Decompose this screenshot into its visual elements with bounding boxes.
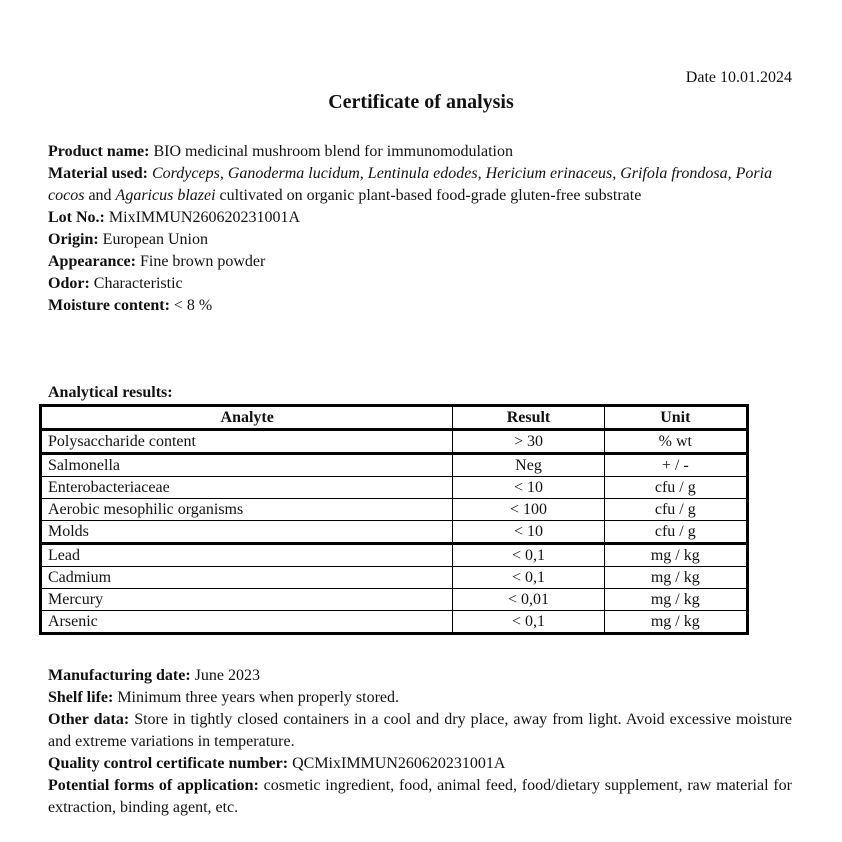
unit-cell: mg / kg (604, 611, 747, 634)
analyte-cell: Arsenic (41, 611, 453, 634)
appearance-line (48, 251, 792, 273)
material-and: and (88, 187, 112, 204)
table-row (41, 430, 748, 454)
material-species-list: Cordyceps, Ganoderma lucidum, Lentinula edodes, Hericium erinaceus, Grifola frondosa, Poria cocos (48, 165, 773, 204)
column-header-unit: Unit (604, 406, 747, 430)
analyte-cell: Lead (41, 544, 453, 567)
product-info-section (48, 141, 792, 317)
other-data-label: Other data: (48, 711, 130, 728)
qc-certificate-label: Quality control certificate number: (48, 755, 289, 772)
shelf-life-label: Shelf life: (48, 689, 114, 706)
analyte-cell: Mercury (41, 589, 453, 611)
odor-value: Characteristic (93, 275, 183, 292)
origin-line (48, 229, 792, 251)
result-cell: < 10 (453, 521, 604, 544)
result-cell: < 0,1 (453, 544, 604, 567)
table-row (41, 499, 748, 521)
analyte-cell: Enterobacteriaceae (41, 477, 453, 499)
document-date: Date 10.01.2024 (685, 69, 792, 86)
unit-cell: + / - (604, 454, 747, 477)
table-row (41, 477, 748, 499)
result-cell: > 30 (453, 430, 604, 454)
unit-cell: % wt (604, 430, 747, 454)
manufacturing-date-line (48, 665, 792, 687)
analyte-cell: Cadmium (41, 567, 453, 589)
appearance-label: Appearance: (48, 253, 136, 270)
analytical-results-heading: Analytical results: (48, 384, 173, 401)
result-cell: < 0,1 (453, 611, 604, 634)
result-cell: Neg (453, 454, 604, 477)
other-data-line (48, 709, 792, 753)
manufacturing-date-label: Manufacturing date: (48, 667, 191, 684)
origin-value: European Union (102, 231, 208, 248)
other-data-value: Store in tightly closed containers in a cool and dry place, away from light. Avoid excessive moisture and extreme variations in temperature. (48, 711, 792, 750)
product-name-value: BIO medicinal mushroom blend for immunomodulation (153, 143, 513, 160)
unit-cell: cfu / g (604, 477, 747, 499)
unit-cell: cfu / g (604, 499, 747, 521)
table-row (41, 521, 748, 544)
material-rest: cultivated on organic plant-based food-grade gluten-free substrate (219, 187, 642, 204)
table-row (41, 454, 748, 477)
additional-info-section (48, 665, 792, 819)
table-row (41, 567, 748, 589)
result-cell: < 0,1 (453, 567, 604, 589)
table-row (41, 589, 748, 611)
analyte-cell: Molds (41, 521, 453, 544)
table-row (41, 611, 748, 634)
unit-cell: mg / kg (604, 589, 747, 611)
application-forms-label: Potential forms of application: (48, 777, 259, 794)
moisture-label: Moisture content: (48, 297, 170, 314)
column-header-analyte: Analyte (41, 406, 453, 430)
product-name-line (48, 141, 792, 163)
qc-certificate-line (48, 753, 792, 775)
column-header-result: Result (453, 406, 604, 430)
material-line (48, 163, 792, 207)
analyte-cell: Polysaccharide content (41, 430, 453, 454)
document-title: Certificate of analysis (328, 91, 514, 113)
origin-label: Origin: (48, 231, 99, 248)
result-cell: < 10 (453, 477, 604, 499)
unit-cell: mg / kg (604, 544, 747, 567)
lot-line (48, 207, 792, 229)
analyte-cell: Salmonella (41, 454, 453, 477)
table-header-row (41, 406, 748, 430)
product-name-label: Product name: (48, 143, 150, 160)
application-forms-value: cosmetic ingredient, food, animal feed, food/dietary supplement, raw material for extraction, binding agent, etc. (48, 777, 793, 816)
odor-line (48, 273, 792, 295)
result-cell: < 0,01 (453, 589, 604, 611)
manufacturing-date-value: June 2023 (194, 667, 260, 684)
odor-label: Odor: (48, 275, 90, 292)
shelf-life-value: Minimum three years when properly stored. (117, 689, 400, 706)
analyte-cell: Aerobic mesophilic organisms (41, 499, 453, 521)
lot-value: MixIMMUN260620231001A (108, 209, 301, 226)
unit-cell: cfu / g (604, 521, 747, 544)
qc-certificate-value: QCMixIMMUN260620231001A (292, 755, 506, 772)
table-row (41, 544, 748, 567)
lot-label: Lot No.: (48, 209, 105, 226)
material-label: Material used: (48, 165, 148, 182)
result-cell: < 100 (453, 499, 604, 521)
appearance-value: Fine brown powder (139, 253, 266, 270)
material-species-last: Agaricus blazei (115, 187, 216, 204)
moisture-line (48, 295, 792, 317)
application-forms-line (48, 775, 792, 819)
analytical-results-table (39, 404, 749, 635)
unit-cell: mg / kg (604, 567, 747, 589)
shelf-life-line (48, 687, 792, 709)
moisture-value: < 8 % (173, 297, 213, 314)
